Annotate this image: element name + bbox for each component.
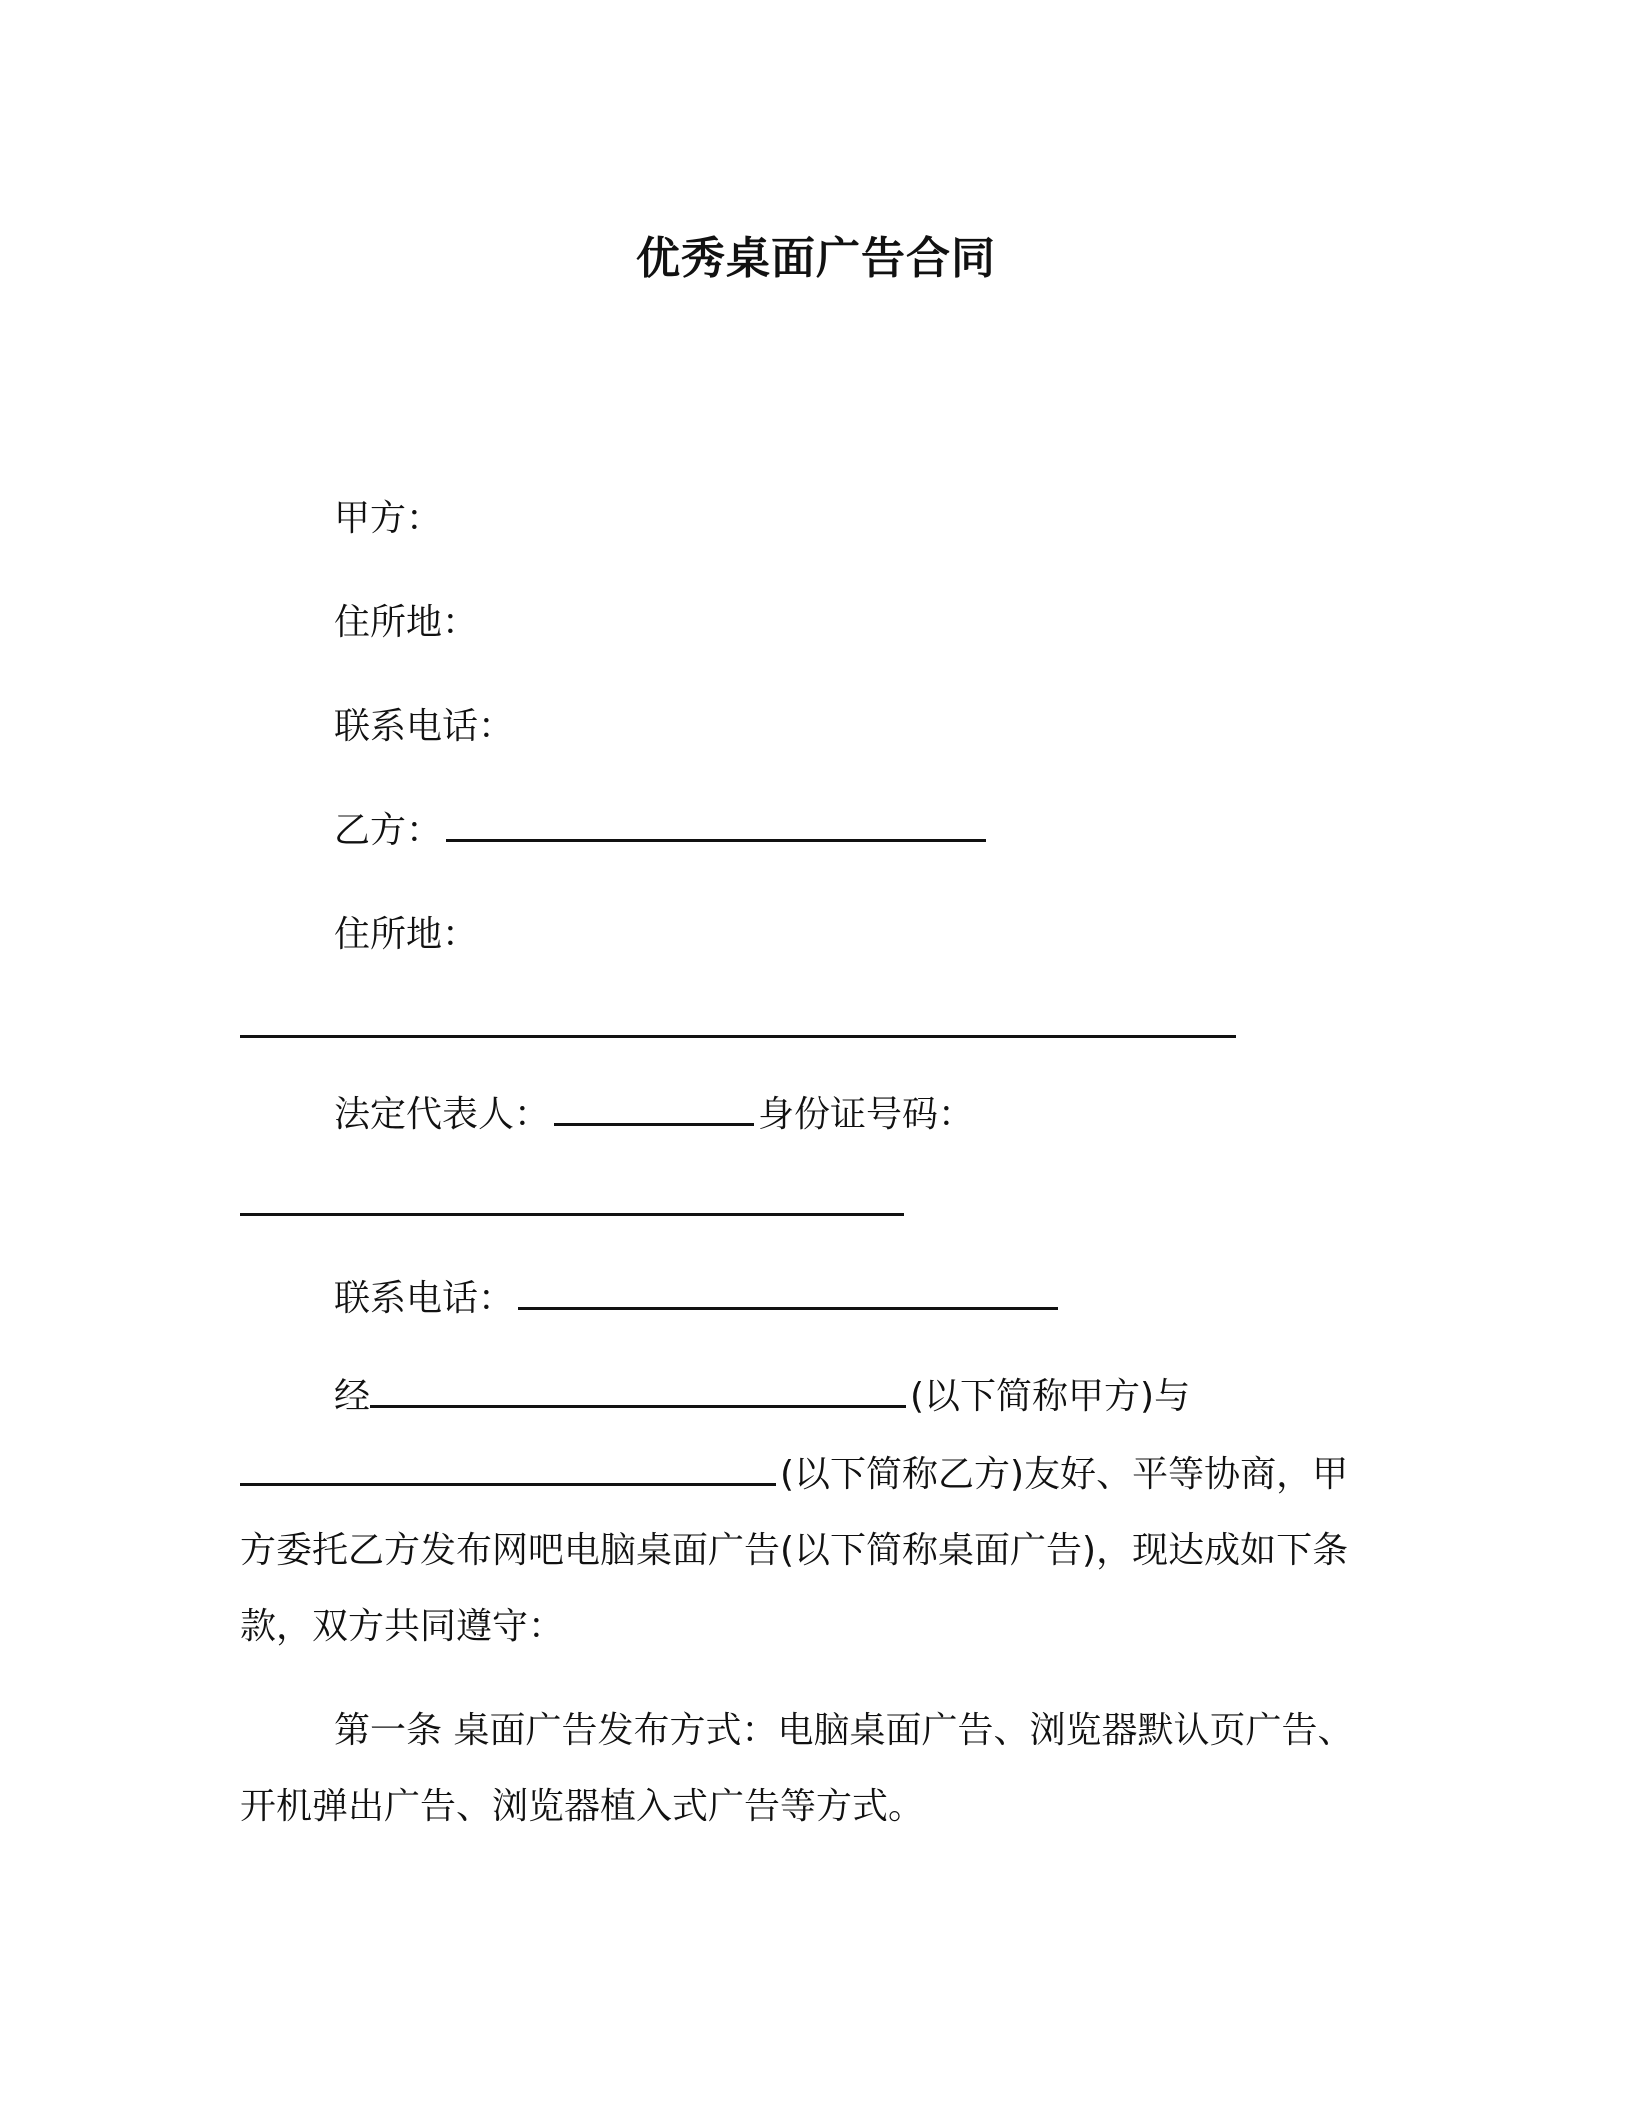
preamble-party-b-ref: (以下简称乙方)友好、平等协商，甲 bbox=[780, 1454, 1349, 1495]
preamble-line-2 bbox=[240, 1453, 1348, 1497]
article-1-text-2: 开机弹出广告、浏览器植入式广告等方式。 bbox=[240, 1786, 925, 1827]
party-a-line bbox=[334, 497, 442, 541]
preamble-party-a-blank bbox=[370, 1375, 906, 1408]
article-1-line-1 bbox=[334, 1709, 1353, 1753]
party-b-phone-blank bbox=[518, 1277, 1058, 1310]
party-a-address-label: 住所地： bbox=[334, 602, 479, 643]
party-b-address-label: 住所地： bbox=[334, 914, 479, 955]
party-a-address-line bbox=[334, 601, 478, 645]
party-b-address-line bbox=[334, 913, 478, 957]
article-1-line-2 bbox=[240, 1785, 924, 1829]
article-1-text-1: 第一条 桌面广告发布方式：电脑桌面广告、浏览器默认页广告、 bbox=[334, 1710, 1354, 1751]
party-b-line bbox=[334, 809, 990, 853]
page-title: 优秀桌面广告合同 bbox=[636, 233, 996, 284]
party-a-label: 甲方： bbox=[334, 498, 443, 539]
preamble-text-4: 款，双方共同遵守： bbox=[240, 1606, 565, 1647]
representative-blank bbox=[554, 1093, 754, 1126]
id-number-label: 身份证号码： bbox=[758, 1094, 975, 1135]
party-b-label: 乙方： bbox=[334, 810, 443, 851]
party-a-phone-label: 联系电话： bbox=[334, 706, 515, 747]
preamble-line-4 bbox=[240, 1605, 564, 1649]
party-b-phone-line bbox=[334, 1277, 1062, 1321]
party-b-address-blank-line bbox=[240, 1005, 1240, 1049]
id-number-blank-line bbox=[240, 1183, 908, 1227]
representative-label: 法定代表人： bbox=[334, 1094, 551, 1135]
preamble-party-a-ref: (以下简称甲方)与 bbox=[910, 1376, 1191, 1417]
preamble-line-3 bbox=[240, 1529, 1348, 1573]
party-b-blank bbox=[446, 809, 986, 842]
preamble-party-b-blank bbox=[240, 1453, 776, 1486]
preamble-start: 经 bbox=[334, 1376, 371, 1417]
id-number-blank bbox=[240, 1183, 904, 1216]
representative-line bbox=[334, 1093, 974, 1137]
party-a-phone-line bbox=[334, 705, 514, 749]
party-b-address-blank bbox=[240, 1005, 1236, 1038]
preamble-line-1 bbox=[334, 1375, 1190, 1419]
party-b-phone-label: 联系电话： bbox=[334, 1278, 515, 1319]
preamble-text-3: 方委托乙方发布网吧电脑桌面广告(以下简称桌面广告)，现达成如下条 bbox=[240, 1530, 1349, 1571]
